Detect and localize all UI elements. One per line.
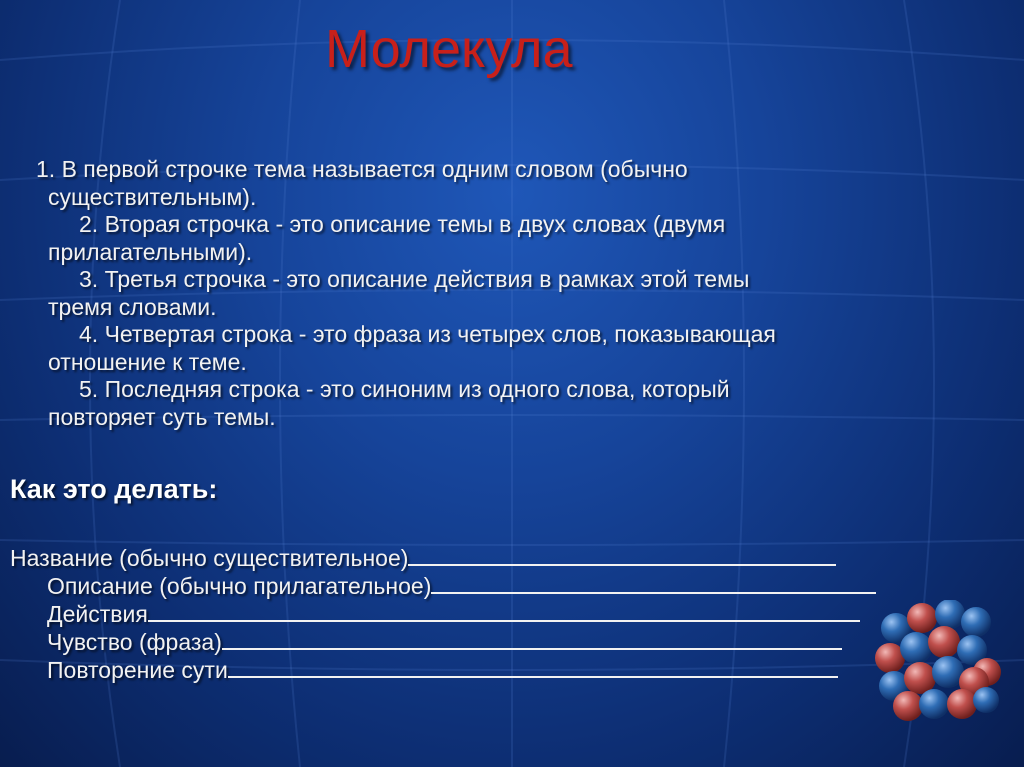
rule-3-line2: тремя словами. xyxy=(48,293,217,320)
rule-4-line2: отношение к теме. xyxy=(48,348,247,375)
field-name-label: Название (обычно существительное) xyxy=(10,545,409,571)
field-actions-label: Действия xyxy=(47,601,148,627)
field-actions-blank xyxy=(148,602,860,622)
field-name-blank xyxy=(408,546,836,566)
field-name xyxy=(10,544,1000,572)
rules-list xyxy=(36,156,968,431)
rule-item-5 xyxy=(48,376,968,431)
rule-1-line2: существительным). xyxy=(48,183,257,210)
field-description xyxy=(10,572,1000,600)
slide-title: Молекула xyxy=(325,19,573,79)
field-essence-blank xyxy=(228,658,838,678)
rule-4-line1: 4. Четвертая строка - это фраза из четырех слов, показывающая xyxy=(79,321,776,347)
rule-item-2 xyxy=(48,211,968,266)
field-essence-label: Повторение сути xyxy=(47,657,228,683)
rule-3-line1: 3. Третья строчка - это описание действия в рамках этой темы xyxy=(79,266,750,292)
howto-heading: Как это делать: xyxy=(10,474,218,504)
template-fields xyxy=(10,544,1000,684)
rule-1-line1: 1. В первой строчке тема называется одним словом (обычно xyxy=(36,156,688,182)
rule-item-4 xyxy=(48,321,968,376)
field-feeling xyxy=(10,628,1000,656)
field-description-label: Описание (обычно прилагательное) xyxy=(47,573,432,599)
field-description-blank xyxy=(431,574,876,594)
rule-item-1 xyxy=(36,156,968,211)
field-feeling-label: Чувство (фраза) xyxy=(47,629,222,655)
field-actions xyxy=(10,600,1000,628)
molecule-cluster-icon xyxy=(872,600,1002,725)
rule-5-line2: повторяет суть темы. xyxy=(48,403,276,430)
rule-5-line1: 5. Последняя строка - это синоним из одного слова, который xyxy=(79,376,730,402)
rule-item-3 xyxy=(48,266,968,321)
rule-2-line1: 2. Вторая строчка - это описание темы в двух словах (двумя xyxy=(79,211,726,237)
field-essence xyxy=(10,656,1000,684)
field-feeling-blank xyxy=(222,630,842,650)
rule-2-line2: прилагательными). xyxy=(48,238,253,265)
